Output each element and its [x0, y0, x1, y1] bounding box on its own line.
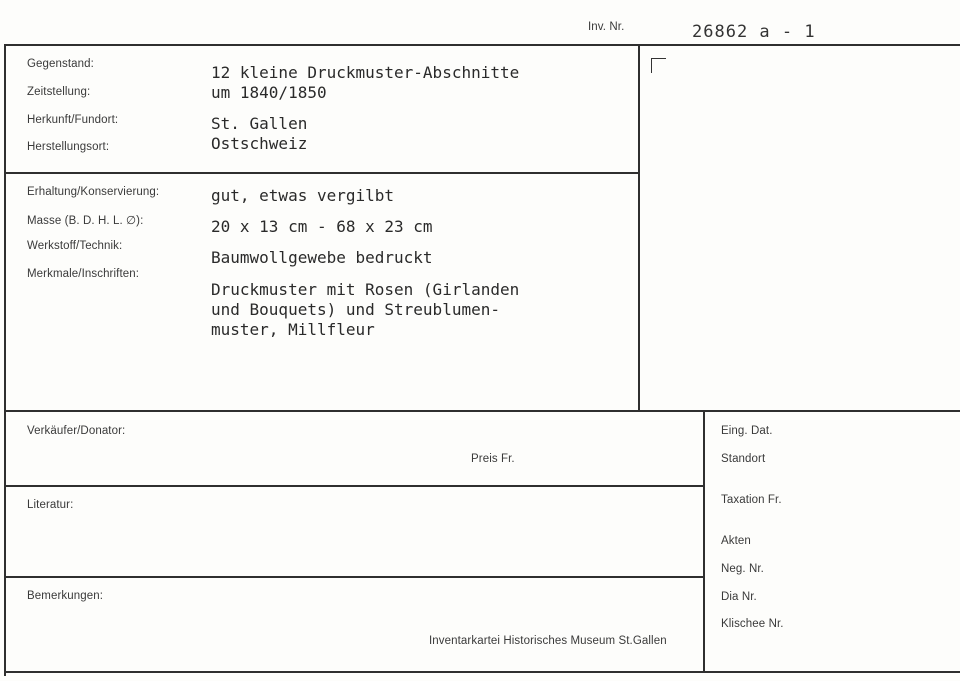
rule-right-column: [703, 410, 705, 672]
rule-left: [4, 44, 6, 676]
masse-value: 20 x 13 cm - 68 x 23 cm: [211, 217, 433, 236]
masse-label: Masse (B. D. H. L. ∅):: [27, 215, 144, 227]
photo-corner-mark: [651, 58, 666, 73]
rule-top: [5, 44, 960, 46]
inv-number: 26862 a - 1: [692, 22, 816, 42]
rule-details-column: [638, 44, 640, 411]
verkaeufer-label: Verkäufer/Donator:: [27, 425, 126, 437]
literatur-label: Literatur:: [27, 499, 74, 511]
merkmale-value-line1: Druckmuster mit Rosen (Girlanden: [211, 280, 520, 299]
herstellungsort-label: Herstellungsort:: [27, 141, 110, 153]
zeitstellung-value: um 1840/1850: [211, 83, 327, 102]
preis-label: Preis Fr.: [471, 453, 515, 465]
standort-label: Standort: [721, 453, 766, 465]
neg-nr-label: Neg. Nr.: [721, 563, 764, 575]
footer-text: Inventarkartei Historisches Museum St.Gallen: [429, 635, 667, 647]
rule-bottom: [5, 671, 960, 673]
merkmale-value-line2: und Bouquets) und Streublumen-: [211, 300, 500, 319]
inv-label: Inv. Nr.: [588, 21, 625, 33]
rule-object: [5, 172, 639, 174]
gegenstand-value: 12 kleine Druckmuster-Abschnitte: [211, 63, 520, 82]
rule-middle: [5, 410, 960, 412]
eing-dat-label: Eing. Dat.: [721, 425, 773, 437]
dia-nr-label: Dia Nr.: [721, 591, 757, 603]
klischee-nr-label: Klischee Nr.: [721, 618, 784, 630]
taxation-label: Taxation Fr.: [721, 494, 782, 506]
akten-label: Akten: [721, 535, 751, 547]
herstellungsort-value: Ostschweiz: [211, 134, 308, 153]
werkstoff-value: Baumwollgewebe bedruckt: [211, 248, 433, 267]
merkmale-value-line3: muster, Millfleur: [211, 320, 375, 339]
erhaltung-label: Erhaltung/Konservierung:: [27, 186, 160, 198]
merkmale-label: Merkmale/Inschriften:: [27, 268, 140, 280]
herkunft-label: Herkunft/Fundort:: [27, 114, 119, 126]
erhaltung-value: gut, etwas vergilbt: [211, 186, 395, 205]
werkstoff-label: Werkstoff/Technik:: [27, 240, 123, 252]
bemerkungen-label: Bemerkungen:: [27, 590, 103, 602]
zeitstellung-label: Zeitstellung:: [27, 86, 91, 98]
herkunft-value: St. Gallen: [211, 114, 308, 133]
rule-bemerkungen: [5, 576, 703, 578]
gegenstand-label: Gegenstand:: [27, 58, 94, 70]
rule-literatur: [5, 485, 703, 487]
